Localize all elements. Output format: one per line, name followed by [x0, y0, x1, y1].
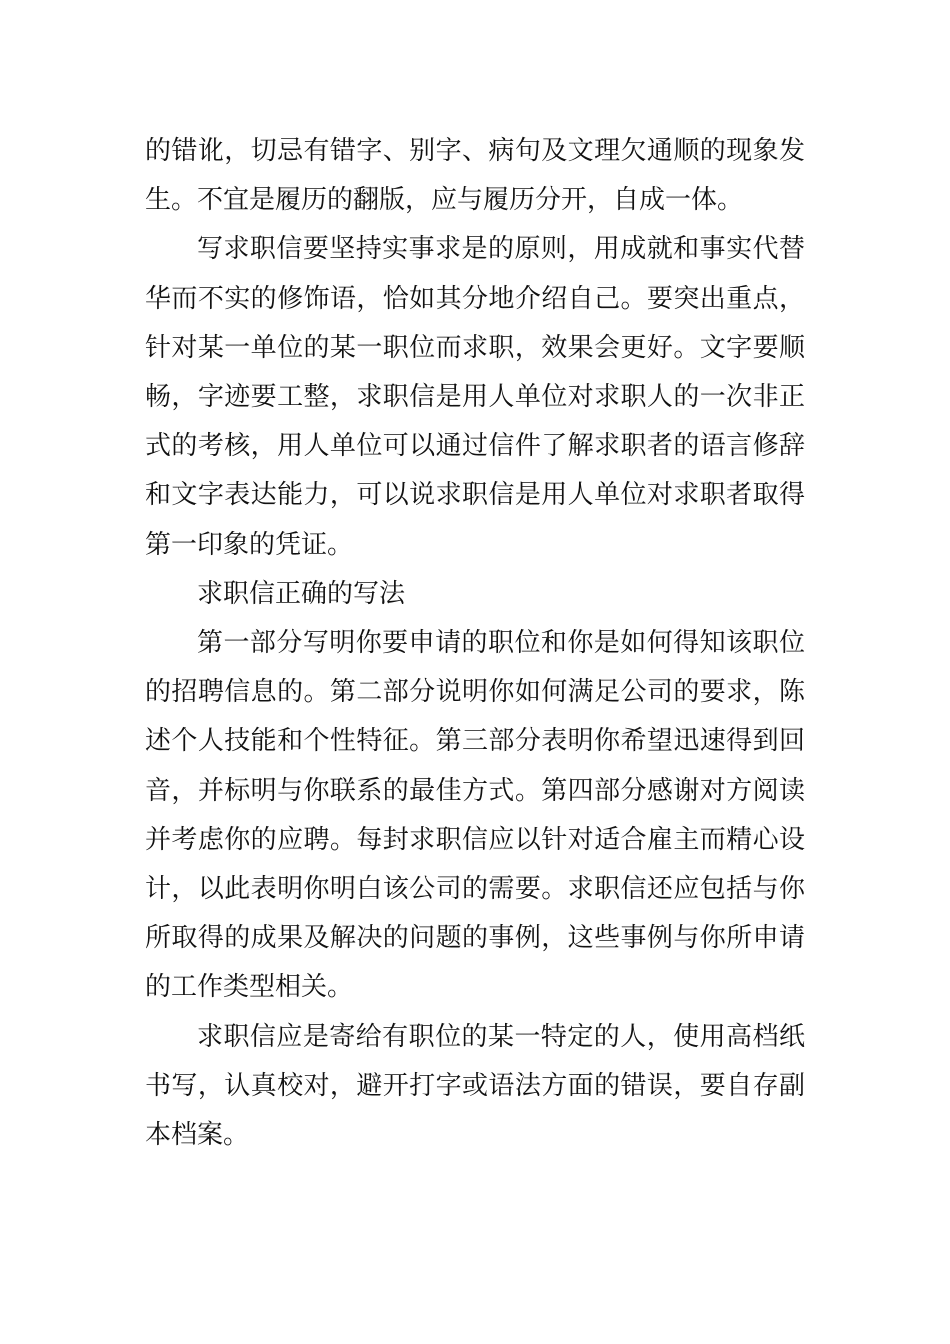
- paragraph-delivery: 求职信应是寄给有职位的某一特定的人，使用高档纸书写，认真校对，避开打字或语法方面的错误，要自存副本档案。: [145, 1021, 805, 1151]
- paragraph-continuation: 的错讹，切忌有错字、别字、病句及文理欠通顺的现象发生。不宜是履历的翻版，应与履历分开，自成一体。: [145, 136, 805, 216]
- paragraph-structure: 第一部分写明你要申请的职位和你是如何得知该职位的招聘信息的。第二部分说明你如何满足公司的要求，陈述个人技能和个性特征。第三部分表明你希望迅速得到回音，并标明与你联系的最佳方式。第四部分感谢对方阅读并考虑你的应聘。每封求职信应以针对适合雇主而精心设计，以此表明你明白该公司的需要。求职信还应包括与你所取得的成果及解决的问题的事例，这些事例与你所申请的工作类型相关。: [145, 628, 805, 1003]
- section-heading: 求职信正确的写法: [197, 578, 406, 609]
- document-page: [145, 127, 805, 1160]
- paragraph-principles: 写求职信要坚持实事求是的原则，用成就和事实代替华而不实的修饰语，恰如其分地介绍自己。要突出重点，针对某一单位的某一职位而求职，效果会更好。文字要顺畅，字迹要工整，求职信是用人单位对求职人的一次非正式的考核，用人单位可以通过信件了解求职者的语言修辞和文字表达能力，可以说求职信是用人单位对求职者取得第一印象的凭证。: [145, 234, 805, 560]
